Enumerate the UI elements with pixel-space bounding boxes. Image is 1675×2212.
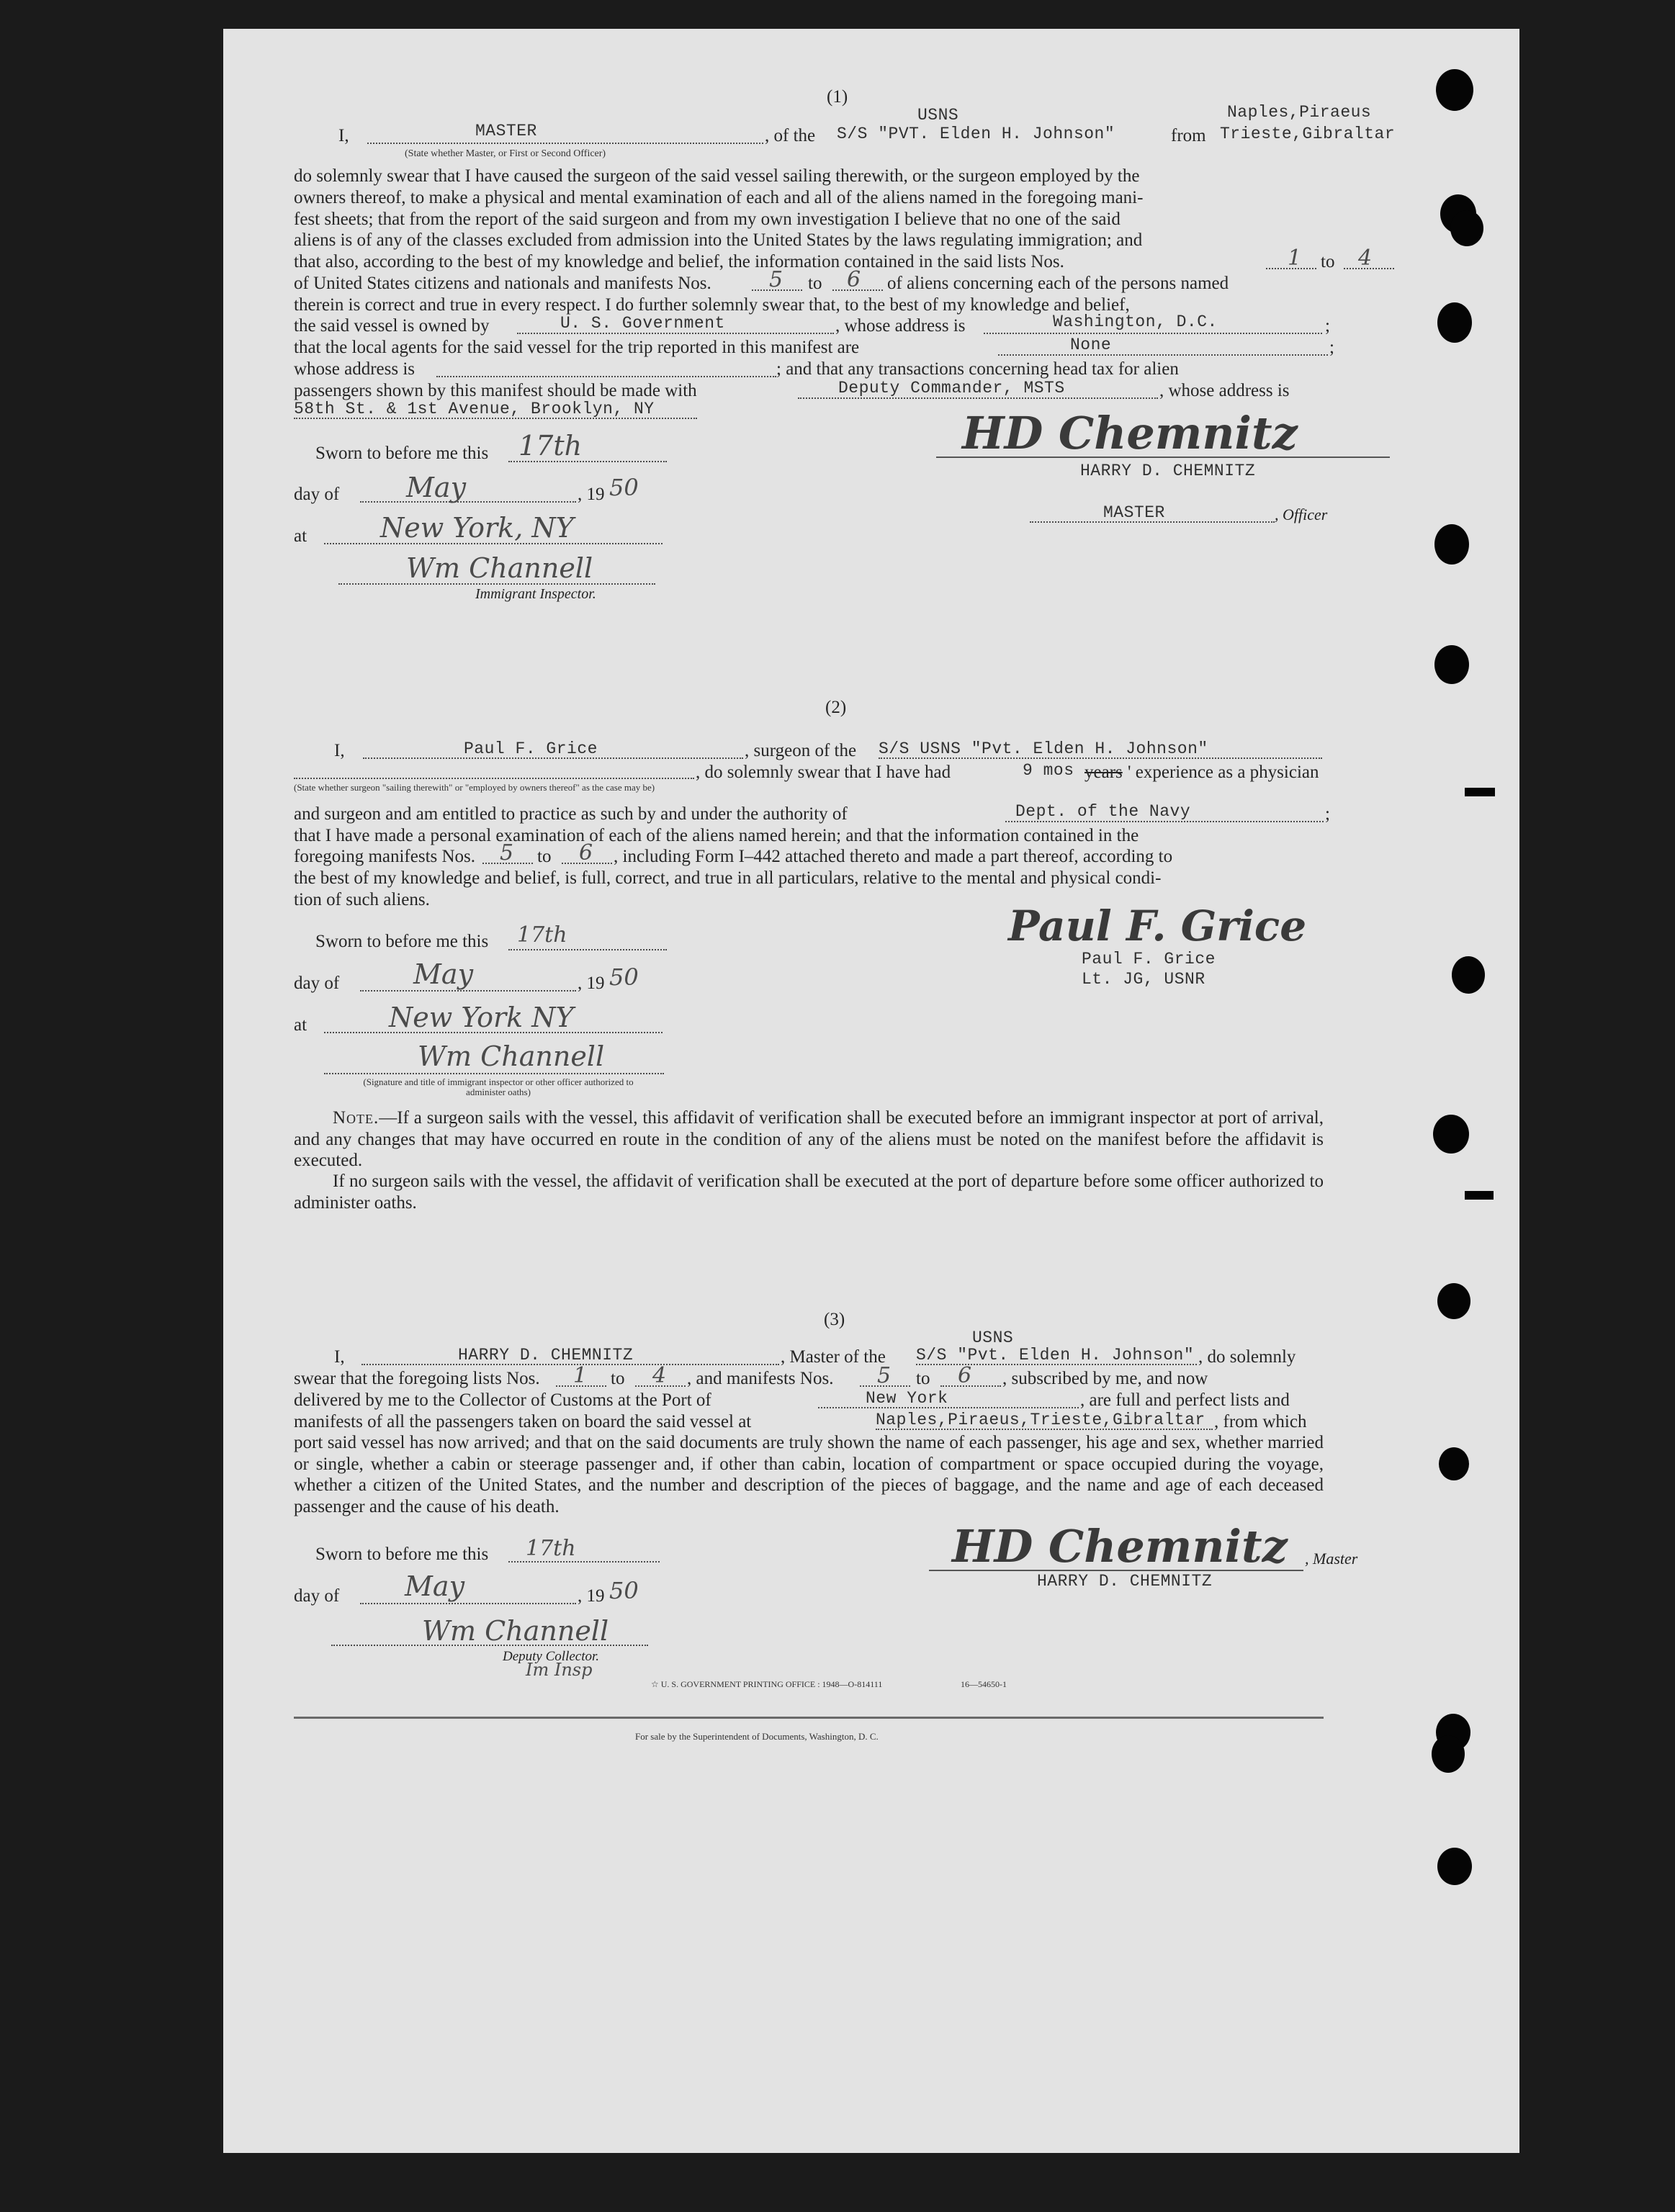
owned-by-label: the said vessel is owned by	[294, 316, 490, 336]
surgeon-note: (State whether surgeon "sailing therewith" or "employed by owners thereof" as the case may be)	[294, 782, 655, 793]
inspector-note: (Signature and title of immigrant inspector or other officer authorized to administer oaths)	[363, 1076, 634, 1097]
lists-to: 4	[1358, 246, 1373, 271]
sec2-best-line: the best of my knowledge and belief, is full, correct, and true in all particulars, relative to the mental and physical condi-	[294, 868, 1162, 888]
year-suffix: 50	[609, 474, 639, 501]
sec3-manifests-to: 6	[958, 1363, 972, 1388]
year-suffix-2: 50	[609, 963, 639, 991]
sec3-body: port said vessel has now arrived; and that on the said documents are truly shown the name of each passenger, his age and sex, whether married or single, whether a cabin or steerage passenger and, if other than cabin, location of compartment or space occupied during the voyage, whether a citizen of the United States, and the number and description of the pieces of baggage, and the name and age of each deceased passenger and the cause of his death.	[294, 1433, 1324, 1516]
owner-address-line	[984, 333, 1322, 334]
authority: Dept. of the Navy	[1015, 802, 1191, 821]
local-agents-line	[998, 354, 1328, 356]
place: New York, NY	[380, 512, 574, 544]
master-rank-signed: MASTER	[1103, 503, 1165, 522]
master-label: , Master	[1305, 1550, 1358, 1568]
surgeon-of-the: , surgeon of the	[745, 741, 857, 760]
surgeon-rank: Lt. JG, USNR	[1082, 970, 1205, 989]
master-name: HARRY D. CHEMNITZ	[1080, 462, 1256, 480]
head-tax-address: 58th St. & 1st Avenue, Brooklyn, NY	[294, 400, 655, 418]
whose-address-label: , whose address is	[835, 316, 966, 336]
binder-hole	[1436, 69, 1473, 111]
vessel-prefix: USNS	[917, 106, 959, 125]
inspector-signature: Wm Channell	[406, 552, 593, 584]
sec2-exam-line: that I have made a personal examination of each of the aliens named herein; and that the information contained in the	[294, 826, 1139, 845]
vessel-prefix-3: USNS	[972, 1328, 1014, 1347]
port-line	[818, 1407, 1079, 1408]
sec2-manifests-from: 5	[500, 840, 514, 866]
sec3-manifests-from: 5	[877, 1363, 892, 1388]
month-line	[360, 501, 576, 503]
of-the-label: , of the	[765, 126, 816, 145]
master-of-the: , Master of the	[781, 1347, 886, 1367]
collector-signature: Wm Channell	[422, 1615, 609, 1647]
inspector-title: Immigrant Inspector.	[475, 586, 596, 602]
master-name-typed-3: HARRY D. CHEMNITZ	[458, 1346, 634, 1364]
local-agents-label: that the local agents for the said vessel for the trip reported in this manifest are	[294, 338, 860, 357]
owner-address: Washington, D.C.	[1053, 313, 1218, 331]
master-name-3: HARRY D. CHEMNITZ	[1037, 1572, 1213, 1591]
sec3-manifests-all-label: manifests of all the passengers taken on board the said vessel at	[294, 1412, 752, 1431]
i-label: I,	[338, 126, 349, 145]
to-label-2: to	[808, 274, 822, 293]
head-tax-label: passengers shown by this manifest should be made with	[294, 381, 697, 400]
place-2: New York NY	[389, 1002, 574, 1033]
sworn-label: Sworn to before me this	[315, 444, 489, 463]
to-label-4: to	[611, 1369, 625, 1388]
vessel-3: S/S "Pvt. Elden H. Johnson"	[916, 1346, 1195, 1364]
ports-line-1: Naples,Piraeus	[1227, 103, 1372, 122]
officer-label: , Officer	[1275, 505, 1328, 523]
surgeon-vessel: S/S USNS "Pvt. Elden H. Johnson"	[879, 739, 1208, 758]
sworn-label-3: Sworn to before me this	[315, 1545, 489, 1564]
binder-hole	[1439, 1447, 1469, 1480]
from-label: from	[1171, 126, 1206, 145]
semicolon-3: ;	[1325, 804, 1330, 824]
sec1-line-3: fest sheets; that from the report of the said surgeon and from my own investigation I believe that no one of the said	[294, 210, 1121, 229]
sec1-line-2: owners thereof, to make a physical and mental examination of each and all of the aliens named in the foregoing mani-	[294, 188, 1144, 207]
experience: 9 mos	[1023, 761, 1074, 780]
sec1-line-1: do solemnly swear that I have caused the surgeon of the said vessel sailing therewith, or the surgeon employed by the	[294, 166, 1140, 186]
note-paragraph-2: If no surgeon sails with the vessel, the affidavit of verification shall be executed at the port of departure before some officer authorized to administer oaths.	[294, 1172, 1324, 1213]
agents-address-line	[436, 376, 776, 377]
footer-rule	[294, 1717, 1324, 1719]
sec2-manifests-label: foregoing manifests Nos.	[294, 847, 476, 866]
port: New York	[866, 1389, 948, 1408]
sec1-line-4: aliens is of any of the classes excluded from admission into the United States by the laws regulating immigration; and	[294, 230, 1143, 250]
agents-address-label: whose address is	[294, 359, 416, 379]
subscribed: , subscribed by me, and now	[1002, 1369, 1208, 1388]
and-manifests: , and manifests Nos.	[687, 1369, 834, 1388]
master-signature-line	[936, 457, 1390, 458]
sworn-label-2: Sworn to before me this	[315, 932, 489, 951]
ports-3: Naples,Piraeus,Trieste,Gibraltar	[876, 1411, 1205, 1429]
margin-mark	[1465, 788, 1495, 796]
binder-hole	[1433, 1115, 1469, 1154]
month: May	[406, 472, 467, 503]
master-signature-3: HD Chemnitz	[952, 1520, 1288, 1573]
master-rank: MASTER	[475, 122, 537, 140]
i-label-2: I,	[334, 741, 345, 760]
margin-mark	[1465, 1191, 1494, 1200]
owner: U. S. Government	[560, 314, 725, 333]
semicolon-1: ;	[1325, 316, 1330, 336]
form-number: 16—54650-1	[961, 1679, 1007, 1689]
binder-hole	[1432, 1735, 1465, 1773]
head-tax-address-line	[294, 418, 697, 419]
rank-line	[367, 143, 763, 144]
experience-end: ' experience as a physician	[1128, 763, 1319, 782]
binder-hole	[1450, 210, 1483, 246]
month-line-3	[360, 1603, 576, 1604]
i-label-3: I,	[334, 1347, 345, 1367]
to-label: to	[1321, 252, 1335, 271]
manifests-to: 6	[847, 267, 861, 292]
swear-text: , do solemnly swear that I have had	[696, 763, 951, 782]
year-prefix-2: , 19	[578, 974, 605, 993]
do-solemnly: , do solemnly	[1198, 1347, 1296, 1367]
year-suffix-3: 50	[609, 1577, 639, 1604]
sec2-manifests-end: , including Form I–442 attached thereto and made a part thereof, according to	[614, 847, 1173, 866]
rank-note: (State whether Master, or First or Second Officer)	[405, 148, 606, 159]
note-paragraph	[294, 1107, 1324, 1172]
surgeon-signature: Paul F. Grice	[1008, 902, 1307, 950]
sec1-citizens-line: of United States citizens and nationals and manifests Nos.	[294, 274, 711, 293]
binder-hole	[1437, 1848, 1472, 1885]
note-text: —If a surgeon sails with the vessel, this affidavit of verification shall be executed before an immigrant inspector at port of arrival, and any changes that may have occurred en route in the condition of any of the aliens must be noted on the manifest before the affidavit is executed.	[294, 1108, 1324, 1171]
day-of-label: day of	[294, 485, 340, 504]
surgeon-status-line	[294, 778, 694, 779]
ports-line-2: Trieste,Gibraltar	[1220, 125, 1396, 143]
sec1-therein-line: therein is correct and true in every respect. I do further solemnly swear that, to the best of my knowledge and belief,	[294, 295, 1130, 315]
inspector-line-2	[324, 1073, 664, 1074]
binder-hole	[1452, 956, 1485, 994]
month-2: May	[413, 958, 474, 990]
master-signature: HD Chemnitz	[962, 407, 1298, 459]
whose-address-label-2: , whose address is	[1159, 381, 1290, 400]
sec3-lists-to: 4	[652, 1363, 667, 1388]
day-of-label-2: day of	[294, 974, 340, 993]
binder-hole	[1434, 524, 1469, 565]
surgeon-name: Paul F. Grice	[1082, 950, 1216, 968]
head-tax-line: ; and that any transactions concerning head tax for alien	[776, 359, 1179, 379]
sec3-lists-from: 1	[573, 1363, 588, 1388]
head-tax-party: Deputy Commander, MSTS	[838, 379, 1065, 397]
collector-title: Deputy Collector.	[503, 1649, 600, 1664]
printing-office: ☆ U. S. GOVERNMENT PRINTING OFFICE : 1948—O-814111	[651, 1679, 883, 1689]
sec2-manifests-to: 6	[579, 840, 593, 866]
note-heading: Note.	[333, 1108, 380, 1128]
sec3-lists-label: swear that the foregoing lists Nos.	[294, 1369, 540, 1388]
officer-line	[1030, 521, 1275, 523]
binder-hole	[1437, 302, 1472, 343]
sec2-aliens-line: tion of such aliens.	[294, 890, 430, 909]
sec1-line-5: that also, according to the best of my knowledge and belief, the information contained in the said lists Nos.	[294, 252, 1064, 271]
collector-note: Im Insp	[526, 1660, 593, 1680]
collector-line	[331, 1645, 648, 1646]
manifests-from: 5	[769, 267, 783, 292]
section-2-number: (2)	[825, 698, 847, 717]
section-1-number: (1)	[827, 87, 848, 107]
year-prefix: , 19	[578, 485, 605, 504]
sworn-day: 17th	[518, 430, 583, 462]
from-which: , from which	[1214, 1412, 1307, 1431]
years-word: years	[1085, 763, 1123, 782]
local-agents: None	[1070, 336, 1112, 354]
binder-hole	[1437, 1283, 1470, 1319]
at-label-2: at	[294, 1015, 307, 1035]
sworn-day-2: 17th	[517, 922, 567, 948]
binder-hole	[1434, 645, 1469, 684]
full-perfect: , are full and perfect lists and	[1080, 1390, 1290, 1410]
sale-line: For sale by the Superintendent of Documents, Washington, D. C.	[635, 1731, 879, 1742]
surgeon-name-typed: Paul F. Grice	[464, 739, 598, 758]
vessel-name: S/S "PVT. Elden H. Johnson"	[837, 125, 1115, 143]
month-line-2	[360, 990, 576, 992]
semicolon-2: ;	[1329, 338, 1334, 357]
at-label: at	[294, 526, 307, 546]
month-3: May	[405, 1570, 465, 1602]
authority-label: and surgeon and am entitled to practice as such by and under the authority of	[294, 804, 848, 824]
sec1-citizens-end: of aliens concerning each of the persons named	[887, 274, 1229, 293]
to-label-5: to	[916, 1369, 930, 1388]
section-3-number: (3)	[824, 1310, 845, 1329]
lists-from: 1	[1288, 246, 1302, 271]
day-of-label-3: day of	[294, 1586, 340, 1606]
to-label-3: to	[537, 847, 552, 866]
sworn-day-3: 17th	[526, 1536, 576, 1561]
sec3-delivered-label: delivered by me to the Collector of Customs at the Port of	[294, 1390, 711, 1410]
inspector-signature-2: Wm Channell	[418, 1040, 605, 1072]
year-prefix-3: , 19	[578, 1586, 605, 1606]
manifest-page	[223, 29, 1519, 2153]
